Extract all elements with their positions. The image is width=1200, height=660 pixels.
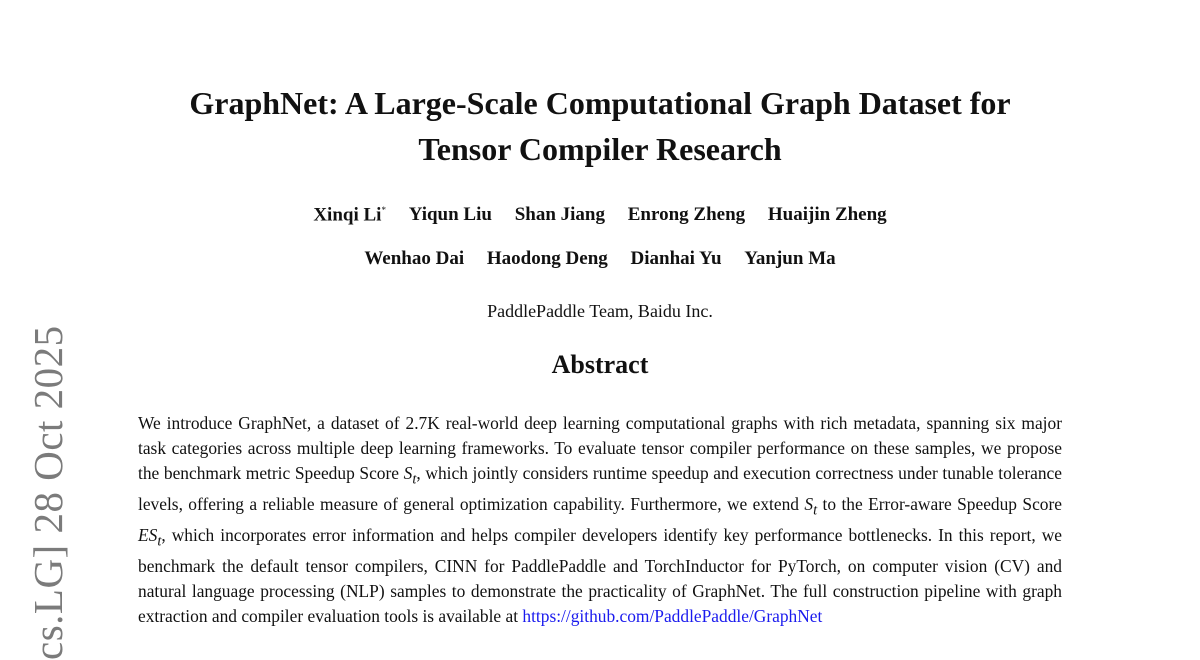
author-list-row-2	[138, 247, 1062, 271]
paper-page	[138, 0, 1062, 646]
math-speedup-score: $S_t$	[804, 493, 818, 519]
paper-title	[138, 80, 1062, 172]
author-name: Xinqi Li*	[313, 204, 386, 226]
author-name: Huaijin Zheng	[767, 204, 887, 226]
github-link[interactable]: https://github.com/PaddlePaddle/GraphNet	[522, 605, 823, 626]
author-name: Dianhai Yu	[630, 248, 722, 270]
corresponding-author-mark: *	[381, 205, 386, 215]
abstract-heading: Abstract	[551, 350, 649, 380]
title-line-1: GraphNet: A Large-Scale Computational Graph Dataset for	[189, 85, 1011, 121]
author-name: Enrong Zheng	[627, 204, 746, 226]
title-line-2: Tensor Compiler Research	[418, 131, 782, 167]
affiliation: PaddlePaddle Team, Baidu Inc.	[487, 301, 713, 322]
author-name: Wenhao Dai	[364, 248, 465, 270]
math-error-aware-score: $ES_t$	[138, 525, 162, 550]
author-name: Shan Jiang	[514, 204, 605, 226]
author-list-row-1	[138, 198, 1062, 227]
author-name: Haodong Deng	[486, 248, 608, 270]
author-name: Yiqun Liu	[408, 204, 492, 226]
author-name: Yanjun Ma	[744, 248, 836, 270]
abstract-text: We introduce GraphNet, a dataset of 2.7K real-world deep learning computational graphs with rich metadata, spanning six major task categories across multiple deep learning frameworks. To evaluate tensor compiler performance on these samples, we propose the benchmark metric Speedup Score $S_t$, which jointly considers runtime speedup and execution correctness under tunable tolerance levels, offering a reliable measure of general optimization capability. Furthermore, we extend $S_t$ to the Error-aware Speedup Score $ES_t$, which incorporates error information and helps compiler developers identify key performance bottlenecks. In this report, we benchmark the default tensor compilers, CINN for PaddlePaddle and TorchInductor for PyTorch, on computer vision (CV) and natural language processing (NLP) samples to demonstrate the practicality of GraphNet. The full construction pipeline with graph extraction and compiler evaluation tools is available at https://github.com/PaddlePaddle/GraphNet	[138, 413, 1062, 626]
arxiv-sidebar-stamp: cs.LG] 28 Oct 2025	[25, 325, 71, 660]
math-speedup-score: $S_t$	[403, 462, 417, 488]
